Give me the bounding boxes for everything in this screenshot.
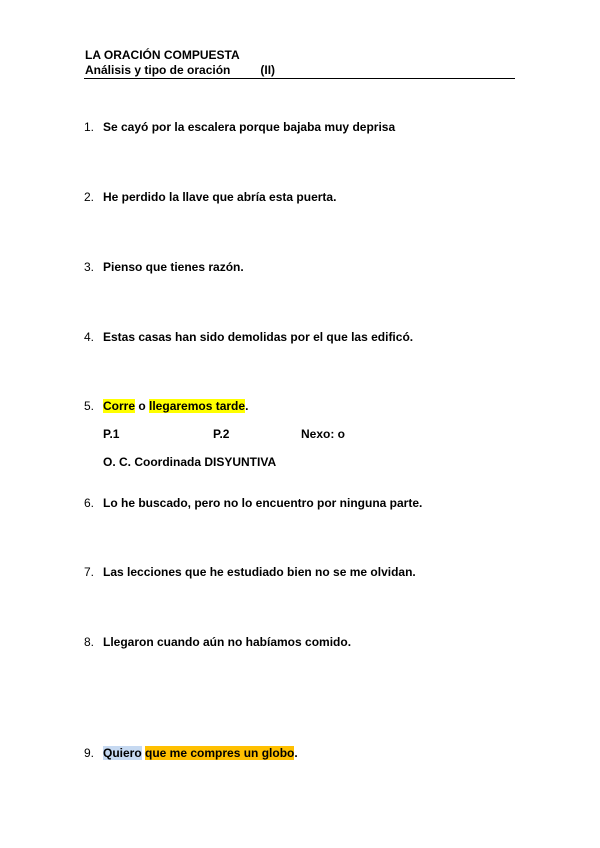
sentence-text bbox=[103, 746, 298, 760]
sentence-text: Se cayó por la escalera porque bajaba muy deprisa bbox=[103, 120, 396, 134]
sentence-number: 9. bbox=[84, 746, 95, 760]
sentence-item-4 bbox=[84, 329, 413, 345]
highlight-proposition-2: llegaremos tarde bbox=[149, 399, 246, 413]
sentence-text: Las lecciones que he estudiado bien no se me olvidan. bbox=[103, 565, 416, 579]
sentence-number: 6. bbox=[84, 496, 95, 510]
sentence-number: 5. bbox=[84, 399, 95, 413]
highlight-subordinate-clause: que me compres un globo bbox=[145, 746, 295, 760]
sentence-item-6 bbox=[84, 495, 422, 511]
analysis-type: O. C. Coordinada DISYUNTIVA bbox=[103, 455, 277, 469]
header-rule bbox=[84, 78, 515, 79]
sentence-text: Pienso que tienes razón. bbox=[103, 260, 244, 274]
sentence-item-3 bbox=[84, 259, 244, 275]
sentence-number: 1. bbox=[84, 120, 95, 134]
analysis-p1: P.1 bbox=[103, 427, 120, 441]
analysis-p2: P.2 bbox=[213, 427, 230, 441]
sentence-end: . bbox=[245, 399, 249, 413]
highlight-proposition-1: Corre bbox=[103, 399, 136, 413]
analysis-nexo: Nexo: o bbox=[301, 427, 346, 441]
document-header bbox=[85, 48, 515, 78]
sentence-number: 8. bbox=[84, 635, 95, 649]
highlight-main-clause: Quiero bbox=[103, 746, 142, 760]
sentence-text: Llegaron cuando aún no habíamos comido. bbox=[103, 635, 352, 649]
document-subtitle-row bbox=[85, 63, 515, 78]
sentence-text: Estas casas han sido demolidas por el que las edificó. bbox=[103, 330, 414, 344]
sentence-item-5 bbox=[84, 398, 248, 414]
sentence-item-8 bbox=[84, 634, 351, 650]
sentence-text: Lo he buscado, pero no lo encuentro por ninguna parte. bbox=[103, 496, 423, 510]
sentence-item-2 bbox=[84, 189, 336, 205]
sentence-number: 4. bbox=[84, 330, 95, 344]
document-subtitle: Análisis y tipo de oración bbox=[85, 63, 231, 77]
sentence-end: . bbox=[294, 746, 298, 760]
sentence-number: 3. bbox=[84, 260, 95, 274]
sentence-number: 2. bbox=[84, 190, 95, 204]
document-part: (II) bbox=[260, 63, 276, 77]
document-title: LA ORACIÓN COMPUESTA bbox=[85, 48, 240, 62]
sentence-item-9 bbox=[84, 745, 298, 761]
sentence-item-1 bbox=[84, 119, 395, 135]
sentence-item-7 bbox=[84, 564, 416, 580]
connector-text: o bbox=[135, 399, 150, 413]
sentence-text: He perdido la llave que abría esta puerta. bbox=[103, 190, 337, 204]
sentence-number: 7. bbox=[84, 565, 95, 579]
sentence-text bbox=[103, 399, 248, 413]
